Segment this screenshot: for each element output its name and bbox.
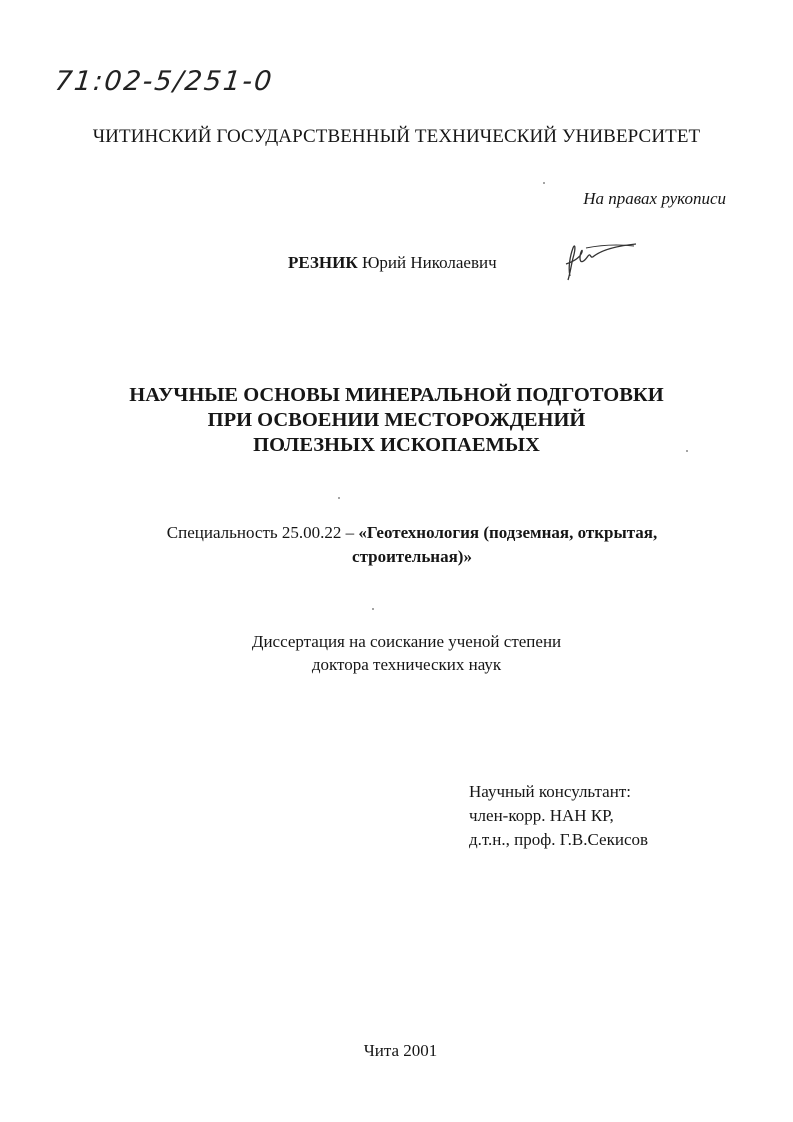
author-given-names: Юрий Николаевич — [361, 253, 497, 272]
specialty-prefix: Специальность 25.00.22 – — [166, 523, 359, 542]
title-line: НАУЧНЫЕ ОСНОВЫ МИНЕРАЛЬНОЙ ПОДГОТОВКИ — [129, 384, 664, 406]
consultant-line: Научный консультант: — [469, 782, 631, 801]
scan-speck — [372, 608, 374, 610]
place-and-year: Чита 2001 — [363, 1041, 438, 1060]
manuscript-rights: На правах рукописи — [583, 189, 726, 208]
degree-line: Диссертация на соискание ученой степени — [251, 632, 562, 651]
specialty — [132, 521, 692, 569]
university-name: ЧИТИНСКИЙ ГОСУДАРСТВЕННЫЙ ТЕХНИЧЕСКИЙ УНИВЕРСИТЕТ — [92, 126, 701, 147]
author-name — [288, 253, 497, 273]
scan-speck — [543, 182, 545, 184]
consultant-line: д.т.н., проф. Г.В.Секисов — [469, 830, 649, 849]
title-line: ПОЛЕЗНЫХ ИСКОПАЕМЫХ — [253, 434, 540, 456]
degree-line: доктора технических наук — [311, 655, 502, 674]
degree-statement — [10, 630, 793, 676]
scan-speck — [338, 497, 340, 499]
scientific-consultant — [469, 780, 648, 852]
author-surname: РЕЗНИК — [288, 253, 358, 272]
consultant-line: член-корр. НАН КР, — [469, 806, 614, 825]
dissertation-title — [0, 383, 793, 458]
specialty-name: «Геотехнология (подземная, открытая, строительная)» — [352, 523, 658, 566]
catalog-number: 71:02-5/251-0 — [53, 66, 275, 97]
title-line: ПРИ ОСВОЕНИИ МЕСТОРОЖДЕНИЙ — [207, 409, 586, 431]
scan-speck — [686, 450, 688, 452]
author-signature — [556, 236, 640, 284]
